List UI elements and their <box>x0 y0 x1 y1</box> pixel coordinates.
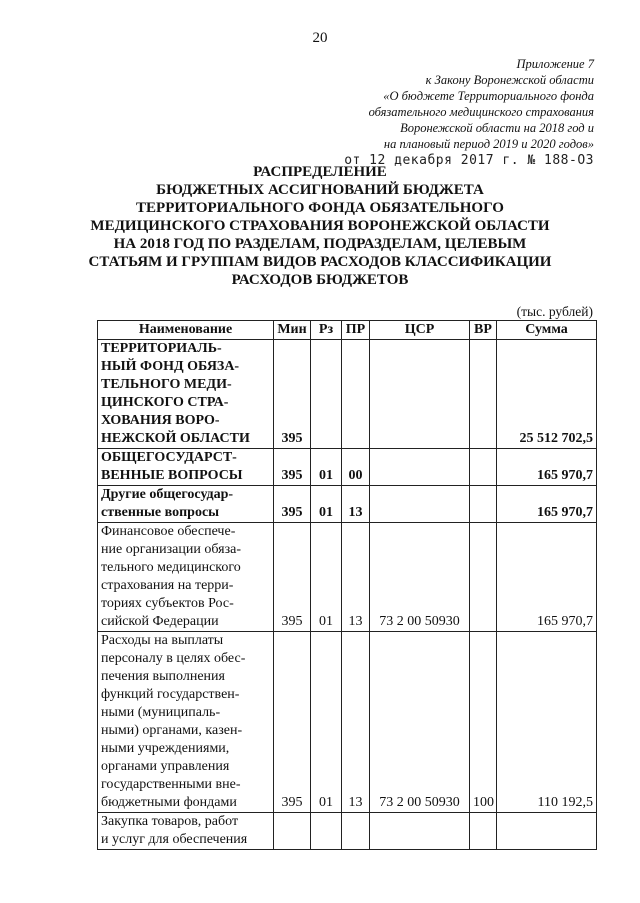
cell-name <box>98 632 274 813</box>
cell-sum: 25 512 702,5 <box>497 340 597 449</box>
cell-name-line: персоналу в целях обес- <box>101 651 246 666</box>
cell-name-line: ЦИНСКОГО СТРА- <box>101 395 229 410</box>
units-label: (тыс. рублей) <box>516 304 593 319</box>
appendix-line: Приложение 7 <box>516 57 594 71</box>
header-csr: ЦСР <box>370 321 470 340</box>
cell-name-line: ТЕРРИТОРИАЛЬ- <box>101 341 222 356</box>
cell-name <box>98 340 274 449</box>
cell-sum <box>497 813 597 850</box>
cell-min: 395 <box>274 523 311 632</box>
cell-pr: 13 <box>342 523 370 632</box>
cell-name-line: НЕЖСКОЙ ОБЛАСТИ <box>101 431 250 446</box>
document-title <box>80 163 560 289</box>
cell-name-line: бюджетными фондами <box>101 795 237 810</box>
table-row <box>98 340 597 449</box>
cell-min: 395 <box>274 449 311 486</box>
cell-name-line: Расходы на выплаты <box>101 633 224 648</box>
cell-name <box>98 486 274 523</box>
cell-vr <box>470 523 497 632</box>
appendix-line: на плановый период 2019 и 2020 годов» <box>383 137 594 151</box>
cell-name-line: печения выполнения <box>101 669 225 684</box>
header-name: Наименование <box>98 321 274 340</box>
appendix-line: обязательного медицинского страхования <box>368 105 594 119</box>
header-rz: Рз <box>311 321 342 340</box>
cell-min: 395 <box>274 632 311 813</box>
header-sum: Сумма <box>497 321 597 340</box>
appendix-reference <box>264 56 594 169</box>
cell-name-line: сийской Федерации <box>101 614 219 629</box>
cell-name-line: ТЕЛЬНОГО МЕДИ- <box>101 377 232 392</box>
table-row <box>98 449 597 486</box>
cell-name-line: ториях субъектов Рос- <box>101 596 234 611</box>
cell-csr: 73 2 00 50930 <box>370 632 470 813</box>
table-header-row <box>98 321 597 340</box>
cell-pr <box>342 340 370 449</box>
cell-rz: 01 <box>311 632 342 813</box>
cell-name-line: органами управления <box>101 759 230 774</box>
cell-name-line: ными (муниципаль- <box>101 705 221 720</box>
cell-name-line: тельного медицинского <box>101 560 241 575</box>
cell-vr <box>470 486 497 523</box>
cell-name-line: ными) органами, казен- <box>101 723 243 738</box>
cell-name-line: НЫЙ ФОНД ОБЯЗА- <box>101 359 240 374</box>
cell-csr <box>370 813 470 850</box>
cell-rz <box>311 813 342 850</box>
cell-rz: 01 <box>311 486 342 523</box>
cell-name-line: Финансовое обеспече- <box>101 524 236 539</box>
cell-vr: 100 <box>470 632 497 813</box>
cell-min: 395 <box>274 340 311 449</box>
cell-pr: 13 <box>342 632 370 813</box>
cell-name-line: ВЕННЫЕ ВОПРОСЫ <box>101 468 243 483</box>
table-row <box>98 813 597 850</box>
cell-name-line: ОБЩЕГОСУДАРСТ- <box>101 450 237 465</box>
table-row <box>98 523 597 632</box>
cell-name-line: ственные вопросы <box>101 505 220 520</box>
cell-name-line: и услуг для обеспечения <box>101 832 248 847</box>
cell-csr <box>370 486 470 523</box>
table-row <box>98 486 597 523</box>
cell-name-line: ХОВАНИЯ ВОРО- <box>101 413 220 428</box>
title-line: РАСХОДОВ БЮДЖЕТОВ <box>231 272 409 288</box>
cell-name-line: Закупка товаров, работ <box>101 814 239 829</box>
cell-name <box>98 813 274 850</box>
cell-name-line: ными учреждениями, <box>101 741 230 756</box>
law-date-stamp: от 12 декабря 2017 г. № 188-ОЗ <box>344 153 594 168</box>
title-line: БЮДЖЕТНЫХ АССИГНОВАНИЙ БЮДЖЕТА <box>156 182 484 198</box>
cell-csr <box>370 449 470 486</box>
cell-sum: 110 192,5 <box>497 632 597 813</box>
appendix-line: Воронежской области на 2018 год и <box>400 121 594 135</box>
table-row <box>98 632 597 813</box>
cell-pr <box>342 813 370 850</box>
cell-name-line: Другие общегосудар- <box>101 487 234 502</box>
cell-min <box>274 813 311 850</box>
appendix-line: к Закону Воронежской области <box>425 73 594 87</box>
cell-vr <box>470 813 497 850</box>
cell-sum: 165 970,7 <box>497 523 597 632</box>
cell-vr <box>470 340 497 449</box>
cell-min: 395 <box>274 486 311 523</box>
appendix-line: «О бюджете Территориального фонда <box>383 89 594 103</box>
cell-csr: 73 2 00 50930 <box>370 523 470 632</box>
cell-name <box>98 449 274 486</box>
title-line: ТЕРРИТОРИАЛЬНОГО ФОНДА ОБЯЗАТЕЛЬНОГО <box>136 200 504 216</box>
cell-name-line: функций государствен- <box>101 687 240 702</box>
cell-sum: 165 970,7 <box>497 449 597 486</box>
cell-csr <box>370 340 470 449</box>
title-line: СТАТЬЯМ И ГРУППАМ ВИДОВ РАСХОДОВ КЛАССИФИКАЦИИ <box>88 254 552 270</box>
cell-name-line: государственными вне- <box>101 777 241 792</box>
header-min: Мин <box>274 321 311 340</box>
budget-table <box>97 320 597 850</box>
cell-rz: 01 <box>311 449 342 486</box>
title-line: РАСПРЕДЕЛЕНИЕ <box>253 164 387 180</box>
cell-name-line: страхования на терри- <box>101 578 234 593</box>
header-vr: ВР <box>470 321 497 340</box>
cell-pr: 00 <box>342 449 370 486</box>
table-body <box>98 340 597 850</box>
title-line: МЕДИЦИНСКОГО СТРАХОВАНИЯ ВОРОНЕЖСКОЙ ОБЛАСТИ <box>90 218 550 234</box>
title-line: НА 2018 ГОД ПО РАЗДЕЛАМ, ПОДРАЗДЕЛАМ, ЦЕЛЕВЫМ <box>113 236 527 252</box>
cell-rz <box>311 340 342 449</box>
cell-sum: 165 970,7 <box>497 486 597 523</box>
page-number: 20 <box>312 30 328 46</box>
cell-rz: 01 <box>311 523 342 632</box>
cell-name-line: ние организации обяза- <box>101 542 241 557</box>
cell-name <box>98 523 274 632</box>
cell-pr: 13 <box>342 486 370 523</box>
cell-vr <box>470 449 497 486</box>
header-pr: ПР <box>342 321 370 340</box>
